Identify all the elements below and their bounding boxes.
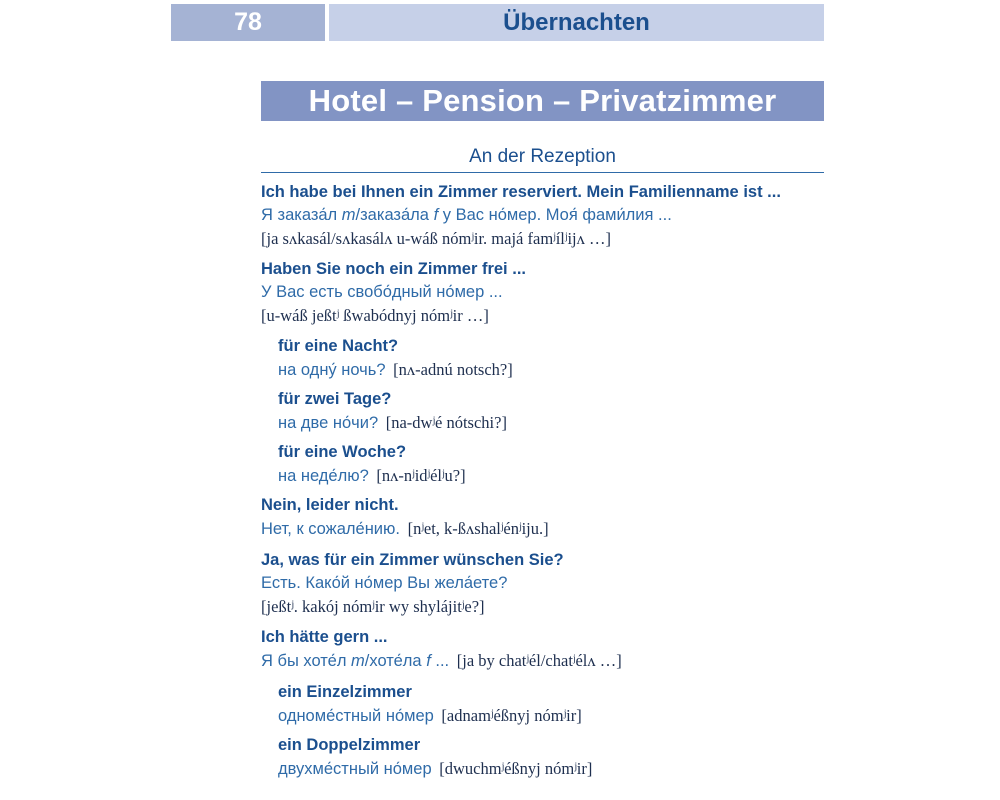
transcription: [na-dwʲé nótschi?] [385, 413, 507, 432]
transcription: [u-wáß jeßtʲ ßwabódnyj nómʲir …] [261, 306, 489, 325]
russian-text [261, 520, 400, 538]
russian-text-segment: Я заказа́л [261, 206, 342, 224]
german-phrase: Nein, leider nicht. [261, 496, 399, 514]
russian-text [278, 467, 369, 485]
gender-marker: m [341, 206, 356, 224]
phrase-entry [278, 335, 824, 382]
german-phrase: für eine Woche? [278, 443, 407, 461]
russian-text [278, 707, 434, 725]
german-phrase: Ich habe bei Ihnen ein Zimmer reserviert. Mein Familienname ist ... [261, 183, 781, 201]
transcription: [nʌ-nʲidʲélʲu?] [376, 466, 466, 485]
phrase-entry [278, 388, 824, 435]
phrase-entry [261, 181, 824, 250]
german-phrase: Ja, was für ein Zimmer wünschen Sie? [261, 551, 564, 569]
russian-text-segment: Нет, к сожале́нию. [261, 520, 400, 538]
russian-phrase [261, 281, 824, 304]
phrase-entry [278, 734, 824, 781]
russian-text-segment: /хоте́ла [364, 652, 427, 670]
russian-phrase [278, 358, 824, 382]
page-header [171, 4, 824, 41]
russian-text [261, 652, 449, 670]
german-phrase: Ich hätte gern ... [261, 628, 388, 646]
german-phrase: ein Doppelzimmer [278, 736, 421, 754]
russian-phrase [278, 411, 824, 435]
russian-phrase [278, 704, 824, 728]
phrase-entry [261, 258, 824, 327]
russian-text [278, 414, 378, 432]
page-title: Hotel – Pension – Privatzimmer [261, 81, 824, 121]
german-phrase: für eine Nacht? [278, 337, 399, 355]
page-number: 78 [171, 4, 325, 41]
russian-text-segment: одноме́стный но́мер [278, 707, 434, 725]
transcription: [adnamʲéßnyj nómʲir] [441, 706, 582, 725]
gender-marker: f [426, 652, 431, 670]
russian-phrase [261, 204, 824, 227]
phrase-entry [278, 681, 824, 728]
russian-phrase [278, 757, 824, 781]
phrase-entry [261, 626, 824, 673]
russian-text-segment: у Вас но́мер. Моя́ фами́лия ... [438, 206, 672, 224]
section-heading: An der Rezeption [261, 146, 824, 173]
phrase-entry [261, 494, 824, 541]
russian-phrase [261, 517, 824, 541]
gender-marker: m [351, 652, 365, 670]
german-phrase: ein Einzelzimmer [278, 683, 412, 701]
chapter-title: Übernachten [329, 4, 824, 41]
russian-text-segment: на одну́ ночь? [278, 361, 386, 379]
russian-text-segment: двухме́стный но́мер [278, 760, 432, 778]
russian-text [278, 760, 432, 778]
russian-text [278, 361, 386, 379]
russian-phrase [278, 464, 824, 488]
gender-marker: f [433, 206, 439, 224]
russian-text-segment: на две но́чи? [278, 414, 379, 432]
russian-phrase [261, 649, 824, 673]
russian-phrase [261, 572, 824, 595]
transcription: [ja by chatʲél/chatʲélʌ …] [456, 651, 622, 670]
transcription: [jeßtʲ. kakój nómʲir wy shylájitʲe?] [261, 597, 485, 616]
russian-text-segment: ... [430, 652, 450, 670]
phrase-list [261, 181, 824, 787]
transcription: [nʌ-adnú notsch?] [393, 360, 513, 379]
transcription: [ja sʌkasál/sʌkasálʌ u-wáß nómʲir. majá famʲílʲijʌ …] [261, 229, 611, 248]
phrase-entry [278, 441, 824, 488]
russian-text-segment: Есть. Како́й но́мер Вы жела́ете? [261, 574, 508, 592]
german-phrase: für zwei Tage? [278, 390, 392, 408]
russian-text-segment: Я бы хоте́л [261, 652, 352, 670]
russian-text-segment: У Вас есть свобо́дный но́мер ... [261, 283, 503, 301]
transcription: [dwuchmʲéßnyj nómʲir] [439, 759, 593, 778]
transcription: [nʲet, k-ßʌshalʲénʲiju.] [407, 519, 549, 538]
german-phrase: Haben Sie noch ein Zimmer frei ... [261, 260, 526, 278]
phrase-entry [261, 549, 824, 618]
russian-text-segment: /заказа́ла [355, 206, 434, 224]
russian-text-segment: на неде́лю? [278, 467, 369, 485]
